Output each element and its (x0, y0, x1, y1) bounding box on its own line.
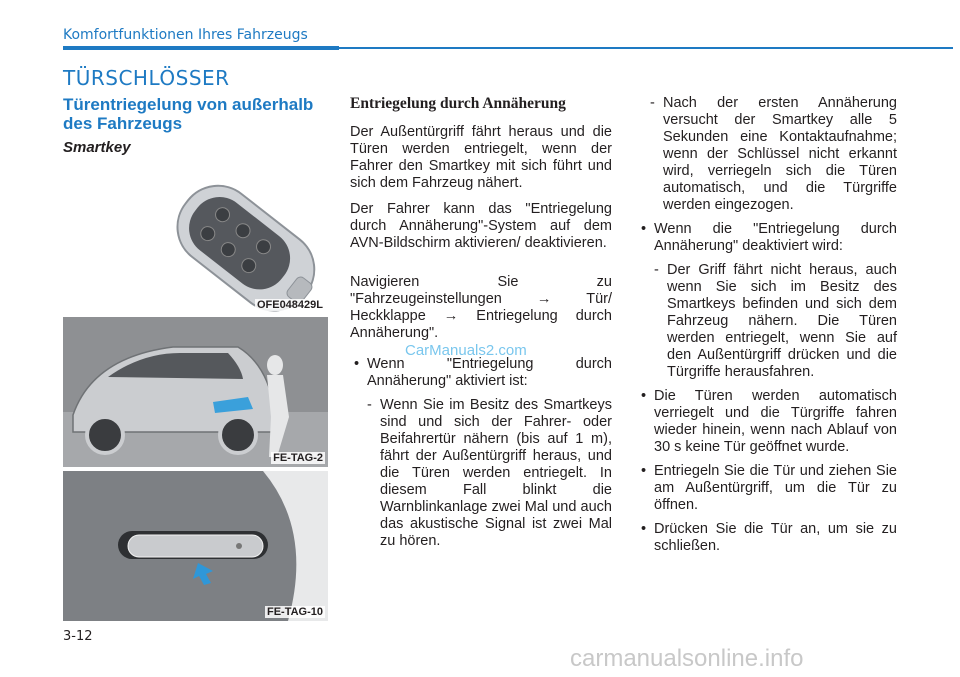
door-handle-figure (63, 471, 328, 621)
section-heading: Entriegelung durch Annäherung (350, 95, 566, 112)
door-handle-illustration (63, 471, 328, 621)
smartkey-figure (63, 162, 328, 314)
bullet-item: • Wenn "Entriegelung durch Annäherung" aktiviert ist: (350, 356, 612, 390)
figure-code: FE-TAG-2 (273, 452, 323, 464)
car-figure (63, 317, 328, 467)
watermark-inline: CarManuals2.com (405, 342, 527, 359)
sub-heading: Türentriegelung von außerhalb des Fahrzeugs (63, 95, 314, 133)
header-rule-accent (63, 46, 339, 50)
bullet-item: • Wenn die "Entriegelung durch Annäherung" deaktiviert wird: (637, 221, 897, 255)
figure-code: OFE048429L (256, 299, 323, 311)
dash-item: - Nach der ersten Annäherung versucht der Smartkey alle 5 Sekunden eine Kontaktaufnahme; wenn der Schlüssel nicht erkannt wird, verriegeln sich die Türen automatisch, und die Türgriffe werden eingezogen. (637, 95, 897, 214)
car-illustration (63, 317, 328, 467)
middle-column (350, 95, 612, 557)
right-column (637, 95, 897, 562)
dash-item: - Der Griff fährt nicht heraus, auch wenn Sie sich im Besitz des Smartkeys befinden und sich dem Fahrzeug nähern. Die Türen werden entriegelt, wenn Sie auf den Außentürgriff drücken und die Türgriffe herausfahren. (637, 262, 897, 381)
dash-item: - Wenn Sie im Besitz des Smartkeys sind und sich der Fahrer- oder Beifahrertür nähern (bis auf 1 m), fährt der Außentürgriff heraus, und die Türen werden entriegelt. In diesem Fall blinkt die Warnblinkanlage zwei Mal und auch das akustische Signal ist zwei Mal zu hören. (350, 397, 612, 550)
bullet-item: • Drücken Sie die Tür an, um sie zu schließen. (637, 521, 897, 555)
chapter-header: Komfortfunktionen Ihres Fahrzeugs (63, 27, 308, 43)
navigation-paragraph: Navigieren Sie zu "Fahrzeugeinstellungen → Tür/ Heckklappe → Entriegelung durch Annäherung". (350, 274, 612, 341)
page-number: 3-12 (63, 629, 93, 644)
section-title: TÜRSCHLÖSSER (63, 66, 230, 90)
header-rule (63, 47, 953, 49)
figure-code: FE-TAG-10 (266, 606, 323, 618)
smartkey-label: Smartkey (63, 139, 131, 156)
paragraph: Der Fahrer kann das "Entriegelung durch Annäherung"-System auf dem AVN-Bildschirm aktivieren/ deaktivieren. (350, 201, 612, 251)
bullet-item: • Entriegeln Sie die Tür und ziehen Sie am Außentürgriff, um die Tür zu öffnen. (637, 463, 897, 514)
paragraph: Der Außentürgriff fährt heraus und die Türen werden entriegelt, wenn der Fahrer den Smartkey mit sich führt und sich dem Fahrzeug nähert. (350, 124, 612, 191)
bullet-item: • Die Türen werden automatisch verriegelt und die Türgriffe fahren wieder hinein, wenn nach Ablauf von 30 s keine Tür geöffnet wurde. (637, 388, 897, 456)
smartkey-illustration (63, 162, 328, 314)
watermark-footer: carmanualsonline.info (570, 645, 804, 672)
